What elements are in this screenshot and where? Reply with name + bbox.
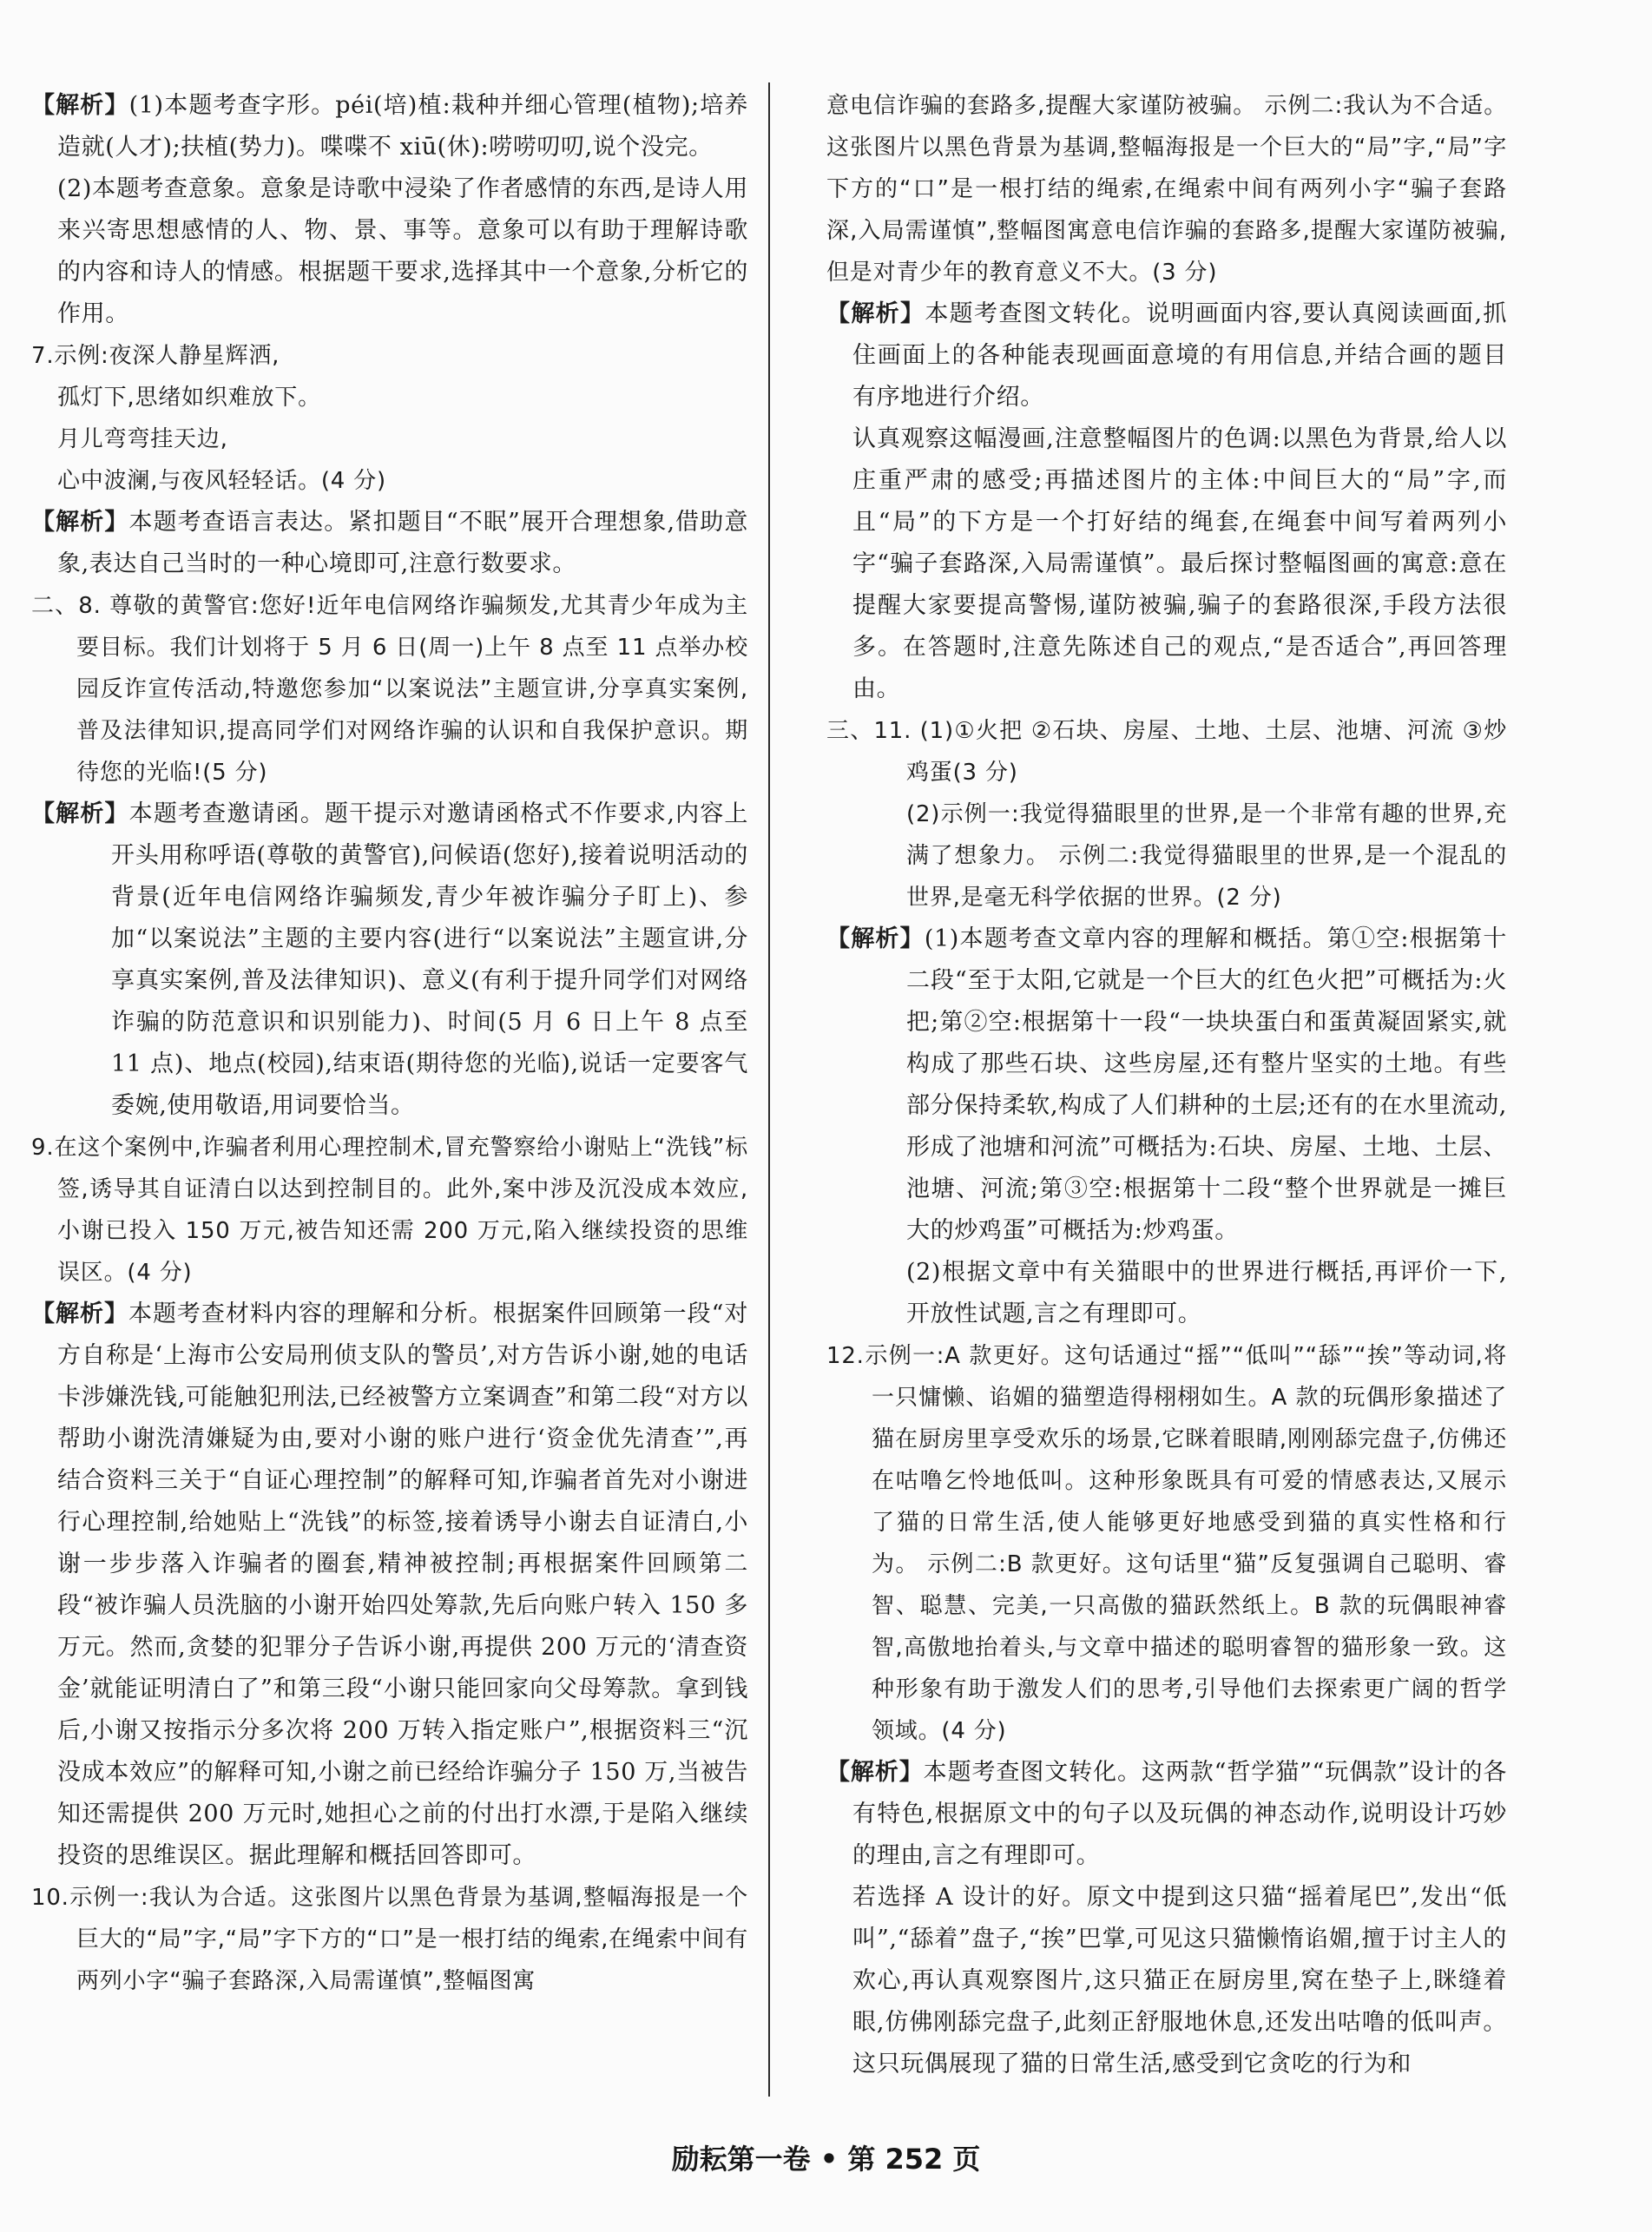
answer-11-part2: (2)示例一:我觉得猫眼里的世界,是一个非常有趣的世界,充满了想象力。 示例二:我觉得猫眼里的世界,是一个混乱的世界,是毫无科学依据的世界。(2 分)	[906, 801, 1507, 911]
answer-10-part1: 10.示例一:我认为合适。这张图片以黑色背景为基调,整幅海报是一个巨大的“局”字,“局”字下方的“口”是一根打结的绳索,在绳索中间有两列小字“骗子套路深,入局需谨慎”,整幅图寓	[31, 1885, 748, 1994]
analysis-tag: 【解析】	[826, 1759, 924, 1786]
answer-7-line-1: 7.示例:夜深人静星辉洒,	[31, 343, 280, 369]
footer-dot: •	[810, 2143, 848, 2176]
answer-10-analysis: 【解析】本题考查图文转化。说明画面内容,要认真阅读画面,抓住画面上的各种能表现画面意境的有用信息,并结合画的题目有序地进行介绍。	[826, 300, 1507, 411]
answer-8: 二、8. 尊敬的黄警官:您好!近年电信网络诈骗频发,尤其青少年成为主要目标。我们计划将于 5 月 6 日(周一)上午 8 点至 11 点举办校园反诈宣传活动,特邀您参加“以案说法”主题宣讲,分享真实案例,普及法律知识,提高同学们对网络诈骗的认识和自我保护意识。期待您的光临!(5 分)	[31, 593, 748, 786]
answer-12-analysis: 【解析】本题考查图文转化。这两款“哲学猫”“玩偶款”设计的各有特色,根据原文中的句子以及玩偶的神态动作,说明设计巧妙的理由,言之有理即可。	[826, 1759, 1507, 1869]
answer-8-analysis: 【解析】本题考查邀请函。题干提示对邀请函格式不作要求,内容上开头用称呼语(尊敬的黄警官),问候语(您好),接着说明活动的背景(近年电信网络诈骗频发,青少年被诈骗分子盯上)、参加“以案说法”主题的主要内容(进行“以案说法”主题宣讲,分享真实案例,普及法律知识)、意义(有利于提升同学们对网络诈骗的防范意识和识别能力)、时间(5 月 6 日上午 8 点至 11 点)、地点(校园),结束语(期待您的光临),说话一定要客气委婉,使用敬语,用词要恰当。	[31, 800, 748, 1119]
answer-10-part2: 意电信诈骗的套路多,提醒大家谨防被骗。 示例二:我认为不合适。这张图片以黑色背景为基调,整幅海报是一个巨大的“局”字,“局”字下方的“口”是一根打结的绳索,在绳索中间有两列小字“骗子套路深,入局需谨慎”,整幅图寓意电信诈骗的套路多,提醒大家谨防被骗,但是对青少年的教育意义不大。(3 分)	[826, 93, 1507, 286]
analysis-tag: 【解析】	[31, 1300, 128, 1327]
answer-6-analysis-part2: (2)本题考查意象。意象是诗歌中浸染了作者感情的东西,是诗人用来兴寄思想感情的人、物、景、事等。意象可以有助于理解诗歌的内容和诗人的情感。根据题干要求,选择其中一个意象,分析它的作用。	[57, 175, 748, 327]
left-column	[31, 85, 748, 2002]
answer-9: 9.在这个案例中,诈骗者利用心理控制术,冒充警察给小谢贴上“洗钱”标签,诱导其自证清白以达到控制目的。此外,案中涉及沉没成本效应,小谢已投入 150 万元,被告知还需 200 万元,陷入继续投资的思维误区。(4 分)	[31, 1135, 748, 1286]
right-column	[826, 85, 1507, 2085]
page-number: 第 252 页	[847, 2143, 981, 2176]
page-footer	[0, 2137, 1652, 2177]
answer-11-part1: 三、11. (1)①火把 ②石块、房屋、土地、土层、池塘、河流 ③炒鸡蛋(3 分)	[826, 718, 1507, 786]
answer-6-analysis-part1: 【解析】(1)本题考查字形。péi(培)植:栽种并细心管理(植物);培养造就(人才);扶植(势力)。喋喋不 xiū(休):唠唠叨叨,说个没完。	[31, 92, 749, 161]
answer-12-analysis-detail: 若选择 A 设计的好。原文中提到这只猫“摇着尾巴”,发出“低叫”,“舔着”盘子,“挨”巴掌,可见这只猫懒惰谄媚,擅于讨主人的欢心,再认真观察图片,这只猫正在厨房里,窝在垫子上,眯缝着眼,仿佛刚舔完盘子,此刻正舒服地休息,还发出咕噜的低叫声。这只玩偶展现了猫的日常生活,感受到它贪吃的行为和	[852, 1884, 1507, 2077]
answer-7-line-3: 月儿弯弯挂天边,	[57, 426, 228, 452]
answer-7-analysis: 【解析】本题考查语言表达。紧扣题目“不眠”展开合理想象,借助意象,表达自己当时的一种心境即可,注意行数要求。	[31, 509, 749, 577]
analysis-tag: 【解析】	[826, 925, 925, 952]
answer-9-analysis: 【解析】本题考查材料内容的理解和分析。根据案件回顾第一段“对方自称是‘上海市公安局刑侦支队的警员’,对方告诉小谢,她的电话卡涉嫌洗钱,可能触犯刑法,已经被警方立案调查”和第二段“对方以帮助小谢洗清嫌疑为由,要对小谢的账户进行‘资金优先清查’”,再结合资料三关于“自证心理控制”的解释可知,诈骗者首先对小谢进行心理控制,给她贴上“洗钱”的标签,接着诱导小谢去自证清白,小谢一步步落入诈骗者的圈套,精神被控制;再根据案件回顾第二段“被诈骗人员洗脑的小谢开始四处筹款,先后向账户转入 150 多万元。然而,贪婪的犯罪分子告诉小谢,再提供 200 万元的‘清查资金’就能证明清白了”和第三段“小谢只能回家向父母筹款。拿到钱后,小谢又按指示分多次将 200 万转入指定账户”,根据资料三“沉没成本效应”的解释可知,小谢之前已经给诈骗分子 150 万,当被告知还需提供 200 万元时,她担心之前的付出打水漂,于是陷入继续投资的思维误区。据此理解和概括回答即可。	[31, 1300, 748, 1869]
answer-7-line-4: 心中波澜,与夜风轻轻话。(4 分)	[57, 468, 386, 494]
answer-7-line-2: 孤灯下,思绪如织难放下。	[57, 385, 321, 411]
analysis-tag: 【解析】	[31, 92, 129, 119]
column-divider	[768, 82, 770, 2097]
analysis-tag: 【解析】	[31, 800, 129, 827]
answer-10-analysis-detail: 认真观察这幅漫画,注意整幅图片的色调:以黑色为背景,给人以庄重严肃的感受;再描述图片的主体:中间巨大的“局”字,而且“局”的下方是一个打好结的绳套,在绳套中间写着两列小字“骗子套路深,入局需谨慎”。最后探讨整幅图画的寓意:意在提醒大家要提高警惕,谨防被骗,骗子的套路很深,手段方法很多。在答题时,注意先陈述自己的观点,“是否适合”,再回答理由。	[852, 425, 1507, 702]
answer-11-analysis-part2: (2)根据文章中有关猫眼中的世界进行概括,再评价一下,开放性试题,言之有理即可。	[906, 1259, 1507, 1327]
book-title: 励耘第一卷	[671, 2143, 811, 2176]
answer-12: 12.示例一:A 款更好。这句话通过“摇”“低叫”“舔”“挨”等动词,将一只慵懒、谄媚的猫塑造得栩栩如生。A 款的玩偶形象描述了猫在厨房里享受欢乐的场景,它眯着眼睛,刚刚舔完盘子,仿佛还在咕噜乞怜地低叫。这种形象既具有可爱的情感表达,又展示了猫的日常生活,使人能够更好地感受到猫的真实性格和行为。 示例二:B 款更好。这句话里“猫”反复强调自己聪明、睿智、聪慧、完美,一只高傲的猫跃然纸上。B 款的玩偶眼神睿智,高傲地抬着头,与文章中描述的聪明睿智的猫形象一致。这种形象有助于激发人们的思考,引导他们去探索更广阔的哲学领域。(4 分)	[826, 1343, 1507, 1744]
answer-11-analysis: 【解析】(1)本题考查文章内容的理解和概括。第①空:根据第十二段“至于太阳,它就是一个巨大的红色火把”可概括为:火把;第②空:根据第十一段“一块块蛋白和蛋黄凝固紧实,就构成了那些石块、这些房屋,还有整片坚实的土地。有些部分保持柔软,构成了人们耕种的土层;还有的在水里流动,形成了池塘和河流”可概括为:石块、房屋、土地、土层、池塘、河流;第③空:根据第十二段“整个世界就是一摊巨大的炒鸡蛋”可概括为:炒鸡蛋。	[826, 925, 1507, 1244]
analysis-tag: 【解析】	[826, 300, 925, 327]
analysis-tag: 【解析】	[31, 509, 129, 536]
